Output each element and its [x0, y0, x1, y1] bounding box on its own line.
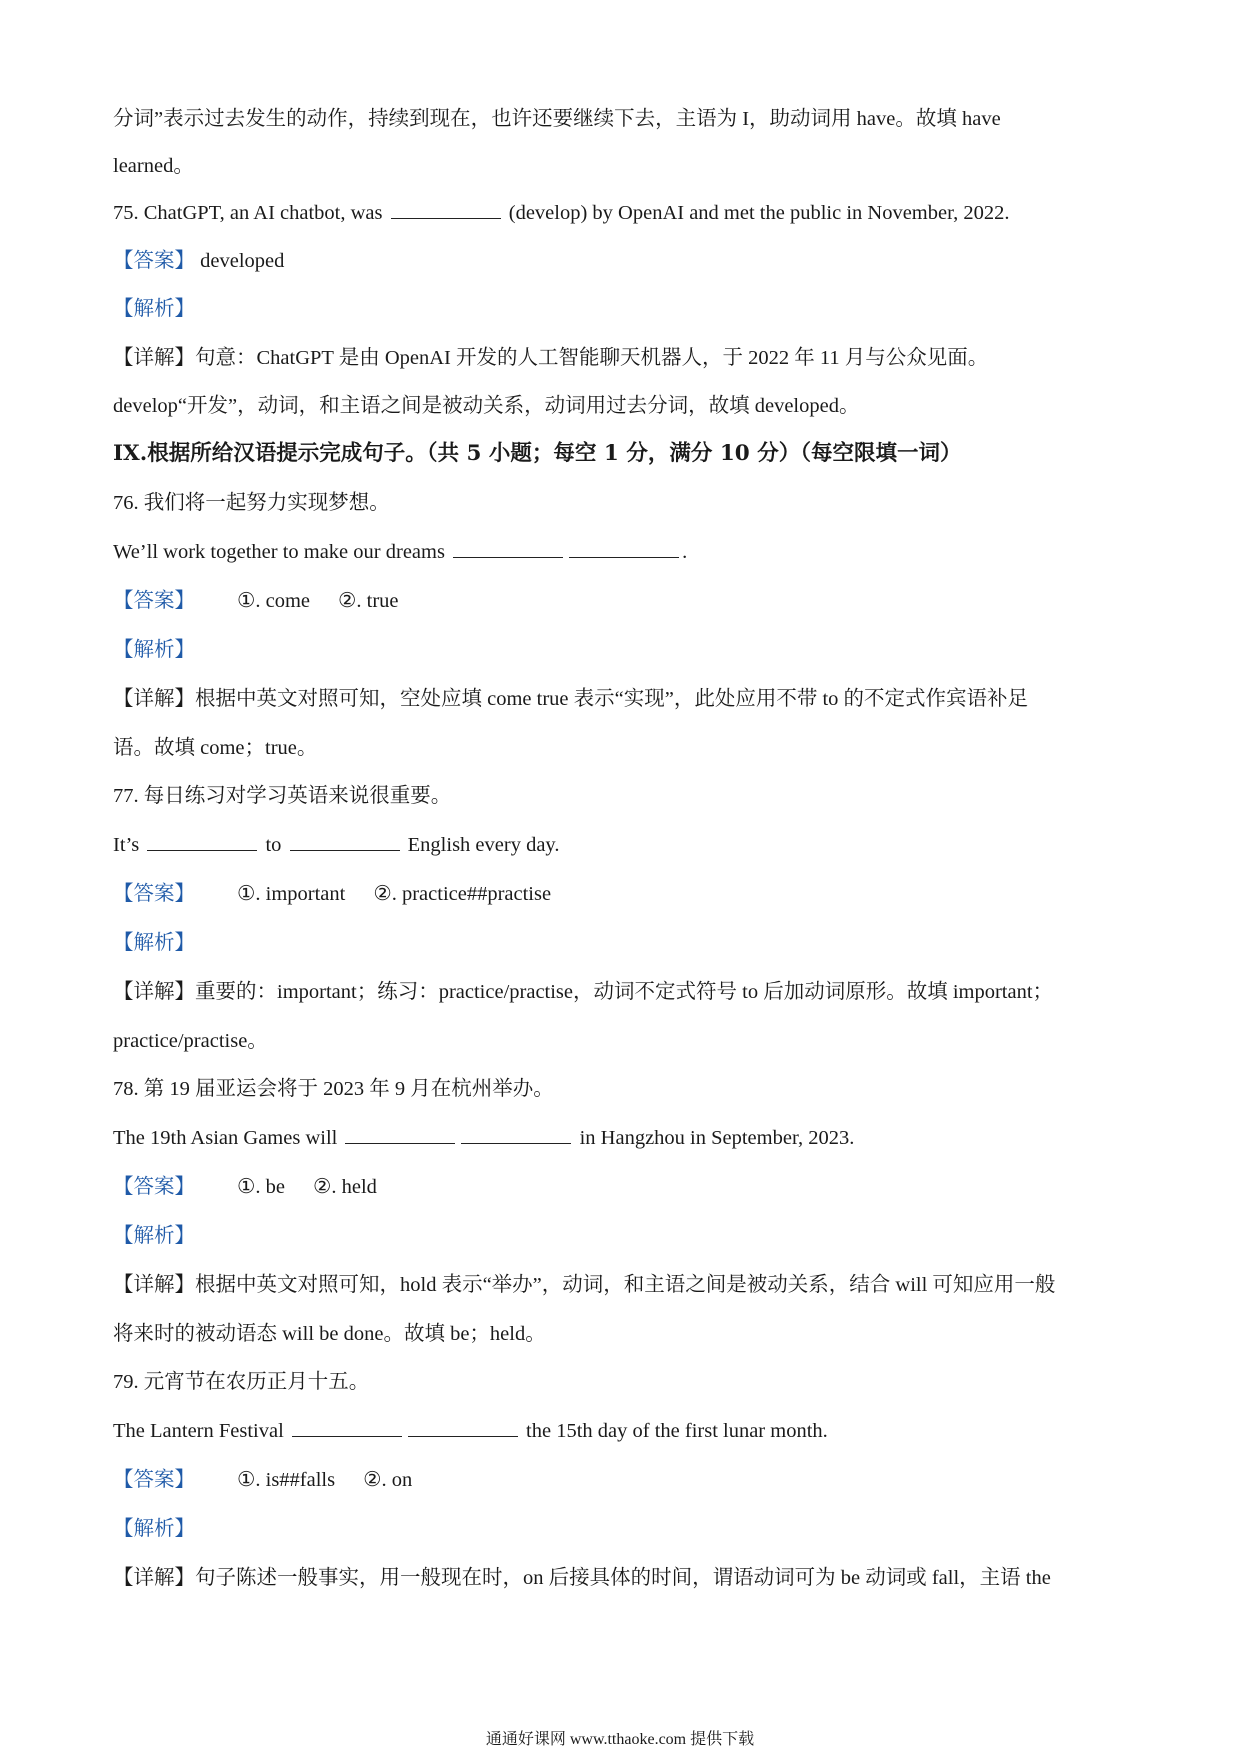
- analysis-label: 【解析】: [113, 1225, 195, 1247]
- q76-chinese: 76. 我们将一起努力实现梦想。: [113, 492, 390, 514]
- carry-over-line-2: learned。: [113, 155, 194, 177]
- q75-prefix: 75. ChatGPT, an AI chatbot, was: [113, 202, 383, 224]
- analysis-label: 【解析】: [113, 298, 195, 320]
- q76-answer-1: ①. come: [237, 590, 311, 612]
- q77-middle: to: [265, 834, 282, 856]
- q77-question: [113, 830, 1140, 860]
- carry-over-line-1: 分词”表示过去发生的动作，持续到现在，也许还要继续下去，主语为 I，助动词用 have。故填 have: [113, 108, 1001, 130]
- q78-answer-1: ①. be: [237, 1176, 285, 1198]
- q77-detail-row-2: practice/practise。: [113, 1030, 268, 1052]
- q76-blank-2: [569, 537, 679, 558]
- detail-label: 【详解】: [113, 347, 195, 369]
- q75-answer: developed: [200, 250, 285, 272]
- q77-analysis-row: [113, 928, 1140, 958]
- q78-detail-text-1: 根据中英文对照可知，hold 表示“举办”，动词，和主语之间是被动关系，结合 will 可知应用一般: [195, 1274, 1056, 1296]
- q77-suffix: English every day.: [407, 834, 560, 856]
- q79-analysis-row: [113, 1514, 1140, 1544]
- q79-detail-text-1: 句子陈述一般事实，用一般现在时，on 后接具体的时间，谓语动词可为 be 动词或 fall，主语 the: [195, 1567, 1051, 1589]
- q79-blank-1: [292, 1416, 402, 1437]
- q78-blank-2: [461, 1123, 571, 1144]
- q79-chinese: 79. 元宵节在农历正月十五。: [113, 1371, 370, 1393]
- q75-detail-row-1: [113, 343, 1140, 373]
- answer-label: 【答案】: [113, 590, 195, 612]
- analysis-label: 【解析】: [113, 639, 195, 661]
- q77-answer-2: ②. practice##practise: [373, 883, 552, 905]
- detail-label: 【详解】: [113, 1567, 195, 1589]
- q77-answer-row: [113, 879, 1140, 909]
- q76-suffix: .: [682, 541, 688, 563]
- answer-label: 【答案】: [113, 1469, 195, 1491]
- q77-answer-1: ①. important: [237, 883, 346, 905]
- analysis-label: 【解析】: [113, 1518, 195, 1540]
- q77-detail-row-1: [113, 977, 1140, 1007]
- q75-detail-text-1: 句意：ChatGPT 是由 OpenAI 开发的人工智能聊天机器人，于 2022 年 11 月与公众见面。: [195, 347, 989, 369]
- q78-prefix: The 19th Asian Games will: [113, 1127, 338, 1149]
- detail-label: 【详解】: [113, 981, 195, 1003]
- section-heading: IX.根据所给汉语提示完成句子。（共 5 小题；每空 1 分，满分 10 分）（每空限填一词）: [113, 441, 962, 466]
- q79-suffix: the 15th day of the first lunar month.: [526, 1420, 828, 1442]
- q76-answer-row: [113, 586, 1140, 616]
- q76-prefix: We’ll work together to make our dreams: [113, 541, 445, 563]
- answer-label: 【答案】: [113, 1176, 195, 1198]
- q77-blank-1: [147, 830, 257, 851]
- q77-detail-text-1: 重要的：important；练习：practice/practise，动词不定式符号 to 后加动词原形。故填 important；: [195, 981, 1054, 1003]
- detail-label: 【详解】: [113, 1274, 195, 1296]
- q79-answer-row: [113, 1465, 1140, 1495]
- answer-label: 【答案】: [113, 250, 195, 272]
- q78-detail-row-2: 将来时的被动语态 will be done。故填 be；held。: [113, 1323, 546, 1345]
- page-footer: 通通好课网 www.tthaoke.com 提供下载: [485, 1731, 755, 1748]
- q77-prefix: It’s: [113, 834, 140, 856]
- q75-blank: [391, 198, 501, 219]
- q78-detail-row-1: [113, 1270, 1140, 1300]
- q79-answer-2: ②. on: [363, 1469, 413, 1491]
- q77-chinese: 77. 每日练习对学习英语来说很重要。: [113, 785, 452, 807]
- q79-blank-2: [408, 1416, 518, 1437]
- analysis-label: 【解析】: [113, 932, 195, 954]
- q76-blank-1: [453, 537, 563, 558]
- q78-question: [113, 1123, 1140, 1153]
- q76-detail-row-1: [113, 684, 1140, 714]
- q78-suffix: in Hangzhou in September, 2023.: [579, 1127, 855, 1149]
- q76-detail-row-2: 语。故填 come；true。: [113, 737, 318, 759]
- q75-analysis-row: [113, 294, 1140, 324]
- q76-question: [113, 537, 1140, 567]
- q76-detail-text-1: 根据中英文对照可知，空处应填 come true 表示“实现”，此处应用不带 to 的不定式作宾语补足: [195, 688, 1029, 710]
- q75-question: [113, 198, 1140, 228]
- q78-analysis-row: [113, 1221, 1140, 1251]
- detail-label: 【详解】: [113, 688, 195, 710]
- q77-blank-2: [290, 830, 400, 851]
- q78-answer-2: ②. held: [312, 1176, 377, 1198]
- q79-question: [113, 1416, 1140, 1446]
- q75-detail-row-2: develop“开发”，动词，和主语之间是被动关系，动词用过去分词，故填 developed。: [113, 395, 860, 417]
- answer-label: 【答案】: [113, 883, 195, 905]
- q76-analysis-row: [113, 635, 1140, 665]
- q75-suffix: (develop) by OpenAI and met the public in November, 2022.: [508, 202, 1010, 224]
- q76-answer-2: ②. true: [338, 590, 399, 612]
- q79-detail-row-1: [113, 1563, 1140, 1593]
- q78-chinese: 78. 第 19 届亚运会将于 2023 年 9 月在杭州举办。: [113, 1078, 554, 1100]
- q75-answer-row: [113, 246, 1140, 276]
- q78-answer-row: [113, 1172, 1140, 1202]
- q79-prefix: The Lantern Festival: [113, 1420, 284, 1442]
- q78-blank-1: [345, 1123, 455, 1144]
- q79-answer-1: ①. is##falls: [237, 1469, 336, 1491]
